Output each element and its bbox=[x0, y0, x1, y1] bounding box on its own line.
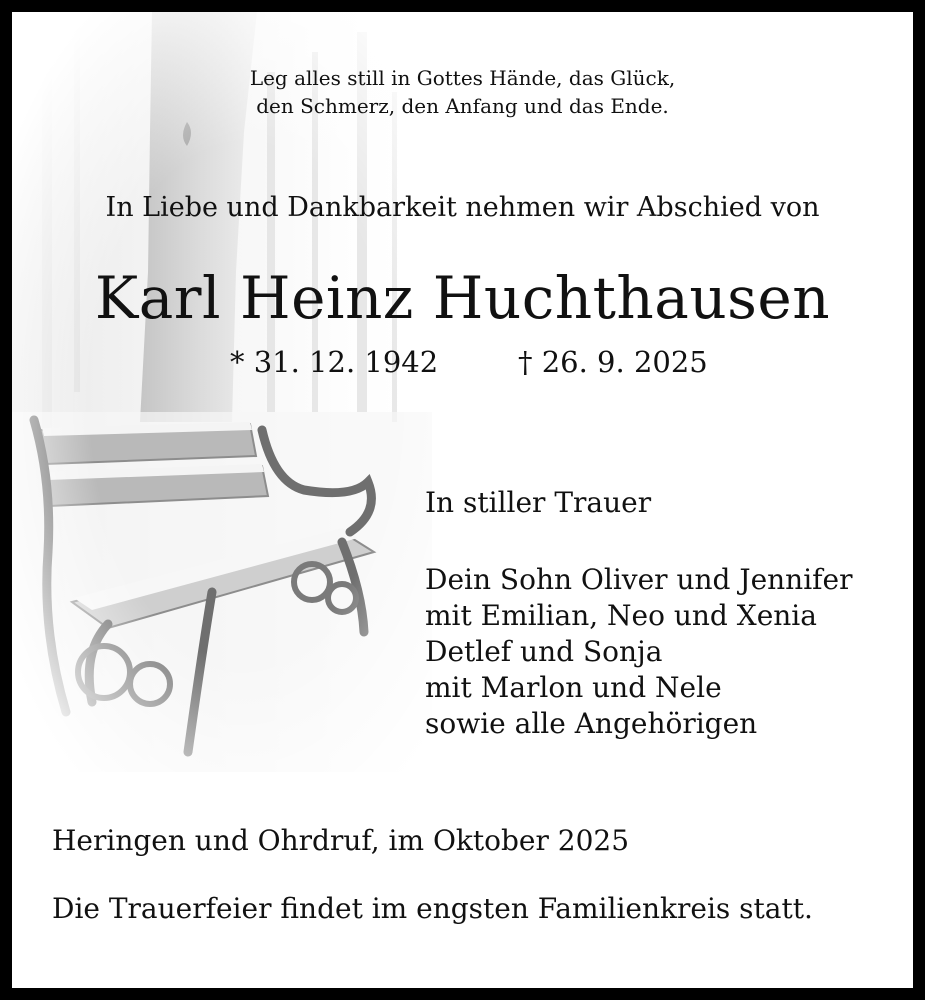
birth-date: * 31. 12. 1942 bbox=[230, 345, 439, 379]
mourner-line: mit Emilian, Neo und Xenia bbox=[425, 599, 817, 632]
mourner-line: sowie alle Angehörigen bbox=[425, 707, 758, 740]
mourner-line: mit Marlon und Nele bbox=[425, 671, 722, 704]
mourner-line: Dein Sohn Oliver und Jennifer bbox=[425, 563, 853, 596]
verse-line: den Schmerz, den Anfang und das Ende. bbox=[256, 94, 669, 118]
mourner-line: Detlef und Sonja bbox=[425, 635, 663, 668]
service-note: Die Trauerfeier findet im engsten Familienkreis statt. bbox=[52, 892, 813, 925]
verse-line: Leg alles still in Gottes Hände, das Glück, bbox=[249, 66, 676, 90]
mourner-list bbox=[425, 562, 852, 742]
death-date: † 26. 9. 2025 bbox=[518, 345, 708, 379]
deceased-name: Karl Heinz Huchthausen bbox=[94, 264, 831, 332]
intro-text: In Liebe und Dankbarkeit nehmen wir Abschied von bbox=[105, 192, 820, 223]
place-date: Heringen und Ohrdruf, im Oktober 2025 bbox=[52, 824, 630, 857]
obituary-card bbox=[12, 12, 913, 988]
verse bbox=[12, 64, 913, 120]
mourning-heading: In stiller Trauer bbox=[425, 486, 652, 519]
